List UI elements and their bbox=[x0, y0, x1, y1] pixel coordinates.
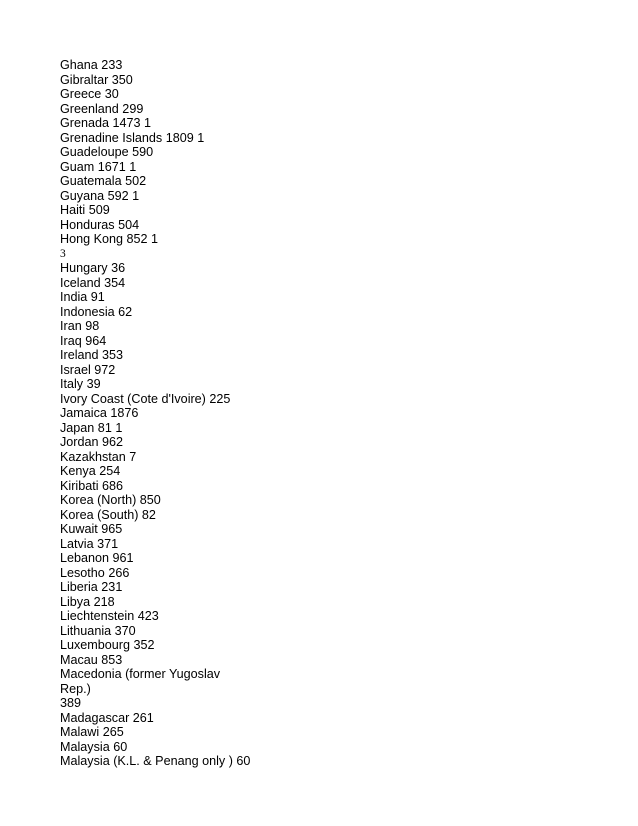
list-item: Macedonia (former Yugoslav bbox=[60, 667, 221, 681]
list-item: India 91 bbox=[60, 290, 105, 304]
list-item: Grenadine Islands 1809 1 bbox=[60, 130, 205, 145]
list-item: Italy 39 bbox=[60, 377, 101, 391]
list-item: Iran 98 bbox=[60, 319, 100, 333]
list-item: 389 bbox=[60, 696, 82, 710]
list-item: Korea (South) 82 bbox=[60, 507, 156, 522]
list-item: Greece 30 bbox=[60, 87, 119, 101]
list-item: Jamaica 1876 bbox=[60, 406, 139, 420]
list-item: Kuwait 965 bbox=[60, 522, 123, 536]
list-item: Hungary 36 bbox=[60, 261, 126, 275]
list-item: Honduras 504 bbox=[60, 217, 140, 232]
list-item: Lithuania 370 bbox=[60, 623, 136, 638]
list-item: Korea (North) 850 bbox=[60, 493, 161, 507]
list-item: Guatemala 502 bbox=[60, 174, 147, 188]
list-item: Guadeloupe 590 bbox=[60, 145, 154, 159]
list-item: Kenya 254 bbox=[60, 464, 121, 478]
list-item: Kazakhstan 7 bbox=[60, 449, 137, 464]
list-item: Lesotho 266 bbox=[60, 565, 130, 580]
list-item: Lebanon 961 bbox=[60, 551, 134, 565]
list-item: Indonesia 62 bbox=[60, 304, 133, 319]
list-item: Ivory Coast (Cote d'Ivoire) 225 bbox=[60, 391, 231, 406]
list-item: Latvia 371 bbox=[60, 536, 119, 551]
list-item: Haiti 509 bbox=[60, 203, 110, 217]
list-item: Kiribati 686 bbox=[60, 478, 124, 493]
list-item: Japan 81 1 bbox=[60, 420, 123, 435]
list-item: Jordan 962 bbox=[60, 435, 124, 449]
list-item: Rep.) bbox=[60, 681, 91, 696]
list-item: Iraq 964 bbox=[60, 333, 107, 348]
list-item: Madagascar 261 bbox=[60, 710, 154, 725]
list-item: Liechtenstein 423 bbox=[60, 609, 159, 623]
country-code-list bbox=[60, 58, 250, 769]
list-item: Ireland 353 bbox=[60, 348, 124, 362]
page-number: 3 bbox=[60, 247, 66, 260]
list-item: Libya 218 bbox=[60, 594, 115, 609]
list-item: Malawi 265 bbox=[60, 725, 124, 739]
list-item: Guyana 592 1 bbox=[60, 188, 140, 203]
list-item: Israel 972 bbox=[60, 362, 116, 377]
list-item: Greenland 299 bbox=[60, 101, 144, 116]
list-item: Malaysia 60 bbox=[60, 739, 128, 754]
list-item: Iceland 354 bbox=[60, 275, 126, 290]
list-item: Grenada 1473 1 bbox=[60, 116, 152, 130]
list-item: Gibraltar 350 bbox=[60, 72, 133, 87]
list-item: Malaysia (K.L. & Penang only ) 60 bbox=[60, 754, 251, 768]
list-item: Guam 1671 1 bbox=[60, 159, 137, 174]
list-item: Hong Kong 852 1 bbox=[60, 232, 159, 246]
list-item: Liberia 231 bbox=[60, 580, 123, 594]
list-item: Luxembourg 352 bbox=[60, 638, 155, 652]
list-item: Ghana 233 bbox=[60, 58, 123, 72]
list-item: Macau 853 bbox=[60, 652, 123, 667]
